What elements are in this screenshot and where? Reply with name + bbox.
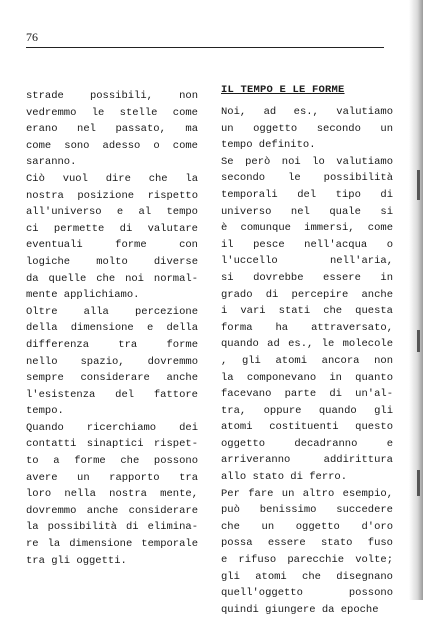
text-line: grado di percepire anche [221, 288, 393, 301]
text-line: logiche molto diverse [26, 255, 198, 268]
text-line: si dovrebbe essere in [221, 271, 393, 284]
text-line: un oggetto secondo un [221, 122, 393, 135]
header-rule [26, 47, 384, 48]
text-line: tra, oppure quando gli [221, 404, 393, 417]
binding-mark [417, 170, 420, 200]
text-line: erano nel passato, ma [26, 123, 198, 136]
text-line: forma ha attraversato, [221, 321, 393, 334]
text-line: Noi, ad es., valutiamo [221, 106, 393, 118]
left-column [26, 88, 198, 569]
text-line: Oltre alla percezione [26, 305, 198, 318]
binding-mark [417, 470, 420, 496]
page-number: 76 [26, 30, 38, 44]
text-line: to a forme che possono [26, 455, 198, 468]
text-line: che un oggetto d'oro [221, 520, 393, 533]
text-line: può benissimo succedere [221, 504, 393, 517]
text-line: gli atomi che disegnano [221, 570, 393, 583]
text-line: tempo. [26, 405, 64, 418]
text-line: nello spazio, dovremmo [26, 355, 198, 368]
text-line: allo stato di ferro. [221, 471, 348, 484]
text-line: Se però noi lo valutiamo [221, 155, 393, 168]
binding-mark [417, 330, 420, 352]
text-line: oggetto decadranno e [221, 437, 393, 450]
text-line: re la dimensione temporale [26, 538, 198, 551]
text-line: ci permette di valutare [26, 222, 198, 235]
text-line: loro nella nostra mente, [26, 488, 198, 501]
text-line: la componevano in quanto [221, 371, 393, 384]
text-line: la possibilità di elimina- [26, 521, 198, 534]
text-line: i vari stati che questa [221, 305, 393, 318]
text-line: della dimensione e della [26, 322, 198, 335]
text-line: differenza tra forme [26, 338, 198, 351]
text-line: temporali del tipo di [221, 188, 393, 201]
text-line: universo nel quale si [221, 205, 393, 218]
text-line: da quelle che noi normal- [26, 272, 198, 285]
text-line: avere un rapporto tra [26, 471, 198, 484]
text-line: quando ad es., le molecole [221, 338, 393, 351]
text-line: arriveranno addirittura [221, 454, 393, 467]
text-line: come sono adesso o come [26, 139, 198, 152]
text-line: facevano parte di un'al- [221, 388, 393, 401]
text-line: eventuali forme con [26, 239, 198, 252]
text-line: tempo definito. [221, 139, 316, 152]
text-line: tra gli oggetti. [26, 554, 127, 567]
text-line: vedremmo le stelle come [26, 106, 198, 119]
text-line: strade possibili, non [26, 90, 198, 102]
text-line: Per fare un altro esempio, [221, 487, 393, 500]
text-line: , gli atomi ancora non [221, 354, 393, 367]
text-line: possa essere stato fuso [221, 537, 393, 550]
text-line: Quando ricerchiamo dei [26, 421, 198, 434]
text-line: quindi giungere da epoche [221, 603, 379, 616]
section-heading: IL TEMPO E LE FORME [221, 84, 345, 96]
text-line: Ciò vuol dire che la [26, 172, 198, 185]
text-line: saranno. [26, 156, 77, 169]
text-line: il pesce nell'acqua o [221, 238, 393, 251]
text-line: all'universo e al tempo [26, 206, 198, 219]
text-line: dovremmo anche considerare [26, 504, 198, 517]
book-binding-edge [409, 0, 423, 600]
text-line: è comunque immersi, come [221, 222, 393, 235]
text-line: mente applichiamo. [26, 289, 140, 302]
text-line: secondo le possibilità [221, 172, 393, 185]
text-line: nostra posizione rispetto [26, 189, 198, 202]
text-line: e rifuso parecchie volte; [221, 554, 393, 567]
text-line: l'esistenza del fattore [26, 388, 198, 401]
text-line: contatti sinaptici rispet- [26, 438, 198, 451]
text-line: quell'oggetto possono [221, 587, 393, 600]
text-line: atomi costituenti questo [221, 421, 393, 434]
right-column [221, 84, 393, 618]
text-line: sempre considerare anche [26, 372, 198, 385]
text-line: l'uccello nell'aria, [221, 255, 393, 268]
